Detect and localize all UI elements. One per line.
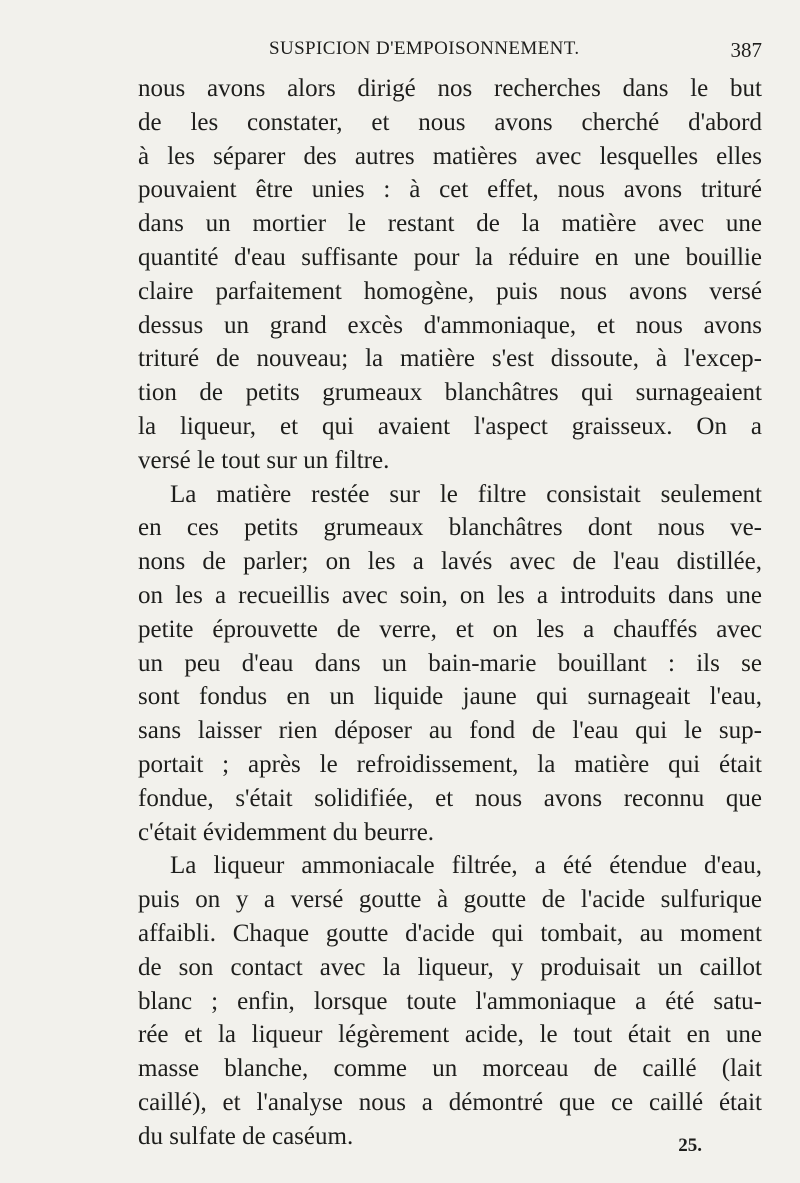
text-line: du sulfate de caséum. [138,1122,354,1150]
text-line: sans laisser rien déposer au fond de l'eau qui le sup- [138,717,762,745]
running-head: SUSPICION D'EMPOISONNEMENT. [269,38,580,59]
text-line: puis on y a versé goutte à goutte de l'acide sulfurique [138,886,762,914]
text-line: à les séparer des autres matières avec lesquelles elles [138,142,762,170]
text-line: portait ; après le refroidissement, la matière qui était [138,750,762,778]
text-line: La matière restée sur le filtre consistait seulement [170,480,762,508]
text-line: fondue, s'était solidifiée, et nous avons reconnu que [138,784,762,812]
text-line: un peu d'eau dans un bain-marie bouillant : ils se [138,649,762,677]
text-line: de son contact avec la liqueur, y produisait un caillot [138,953,762,981]
text-line: en ces petits grumeaux blanchâtres dont nous ve- [138,514,762,542]
text-line: quantité d'eau suffisante pour la réduire en une bouillie [138,243,762,271]
text-line: nous avons alors dirigé nos recherches dans le but [138,75,762,102]
page-header [140,38,762,64]
text-line: la liqueur, et qui avaient l'aspect graisseux. On a [138,412,762,440]
text-line: La liqueur ammoniacale filtrée, a été étendue d'eau, [170,852,762,880]
page-number: 387 [730,38,762,62]
text-line: pouvaient être unies : à cet effet, nous avons trituré [138,176,762,204]
text-line: on les a recueillis avec soin, on les a introduits dans une [138,581,762,609]
text-line: blanc ; enfin, lorsque toute l'ammoniaque a été satu- [138,987,762,1015]
text-line: sont fondus en un liquide jaune qui surnageait l'eau, [138,683,762,711]
text-line: dans un mortier le restant de la matière avec une [138,210,762,238]
text-line: de les constater, et nous avons cherché d'abord [138,108,762,136]
text-line: nons de parler; on les a lavés avec de l'eau distillée, [138,548,762,576]
text-line: affaibli. Chaque goutte d'acide qui tombait, au moment [138,919,762,947]
body-text [138,72,762,1154]
text-line: c'était évidemment du beurre. [138,818,435,846]
text-line: versé le tout sur un filtre. [138,446,390,474]
text-line: claire parfaitement homogène, puis nous avons versé [138,277,762,305]
text-line: caillé), et l'analyse nous a démontré que ce caillé était [138,1088,762,1116]
text-line: trituré de nouveau; la matière s'est dissoute, à l'excep- [138,345,762,373]
text-line: masse blanche, comme un morceau de caillé (lait [138,1055,762,1083]
text-line: dessus un grand excès d'ammoniaque, et nous avons [138,311,762,339]
text-line: tion de petits grumeaux blanchâtres qui surnageaient [138,379,762,407]
signature-mark: 25. [678,1135,702,1156]
text-line: petite éprouvette de verre, et on les a chauffés avec [138,615,762,643]
text-line: rée et la liqueur légèrement acide, le tout était en une [138,1021,762,1049]
